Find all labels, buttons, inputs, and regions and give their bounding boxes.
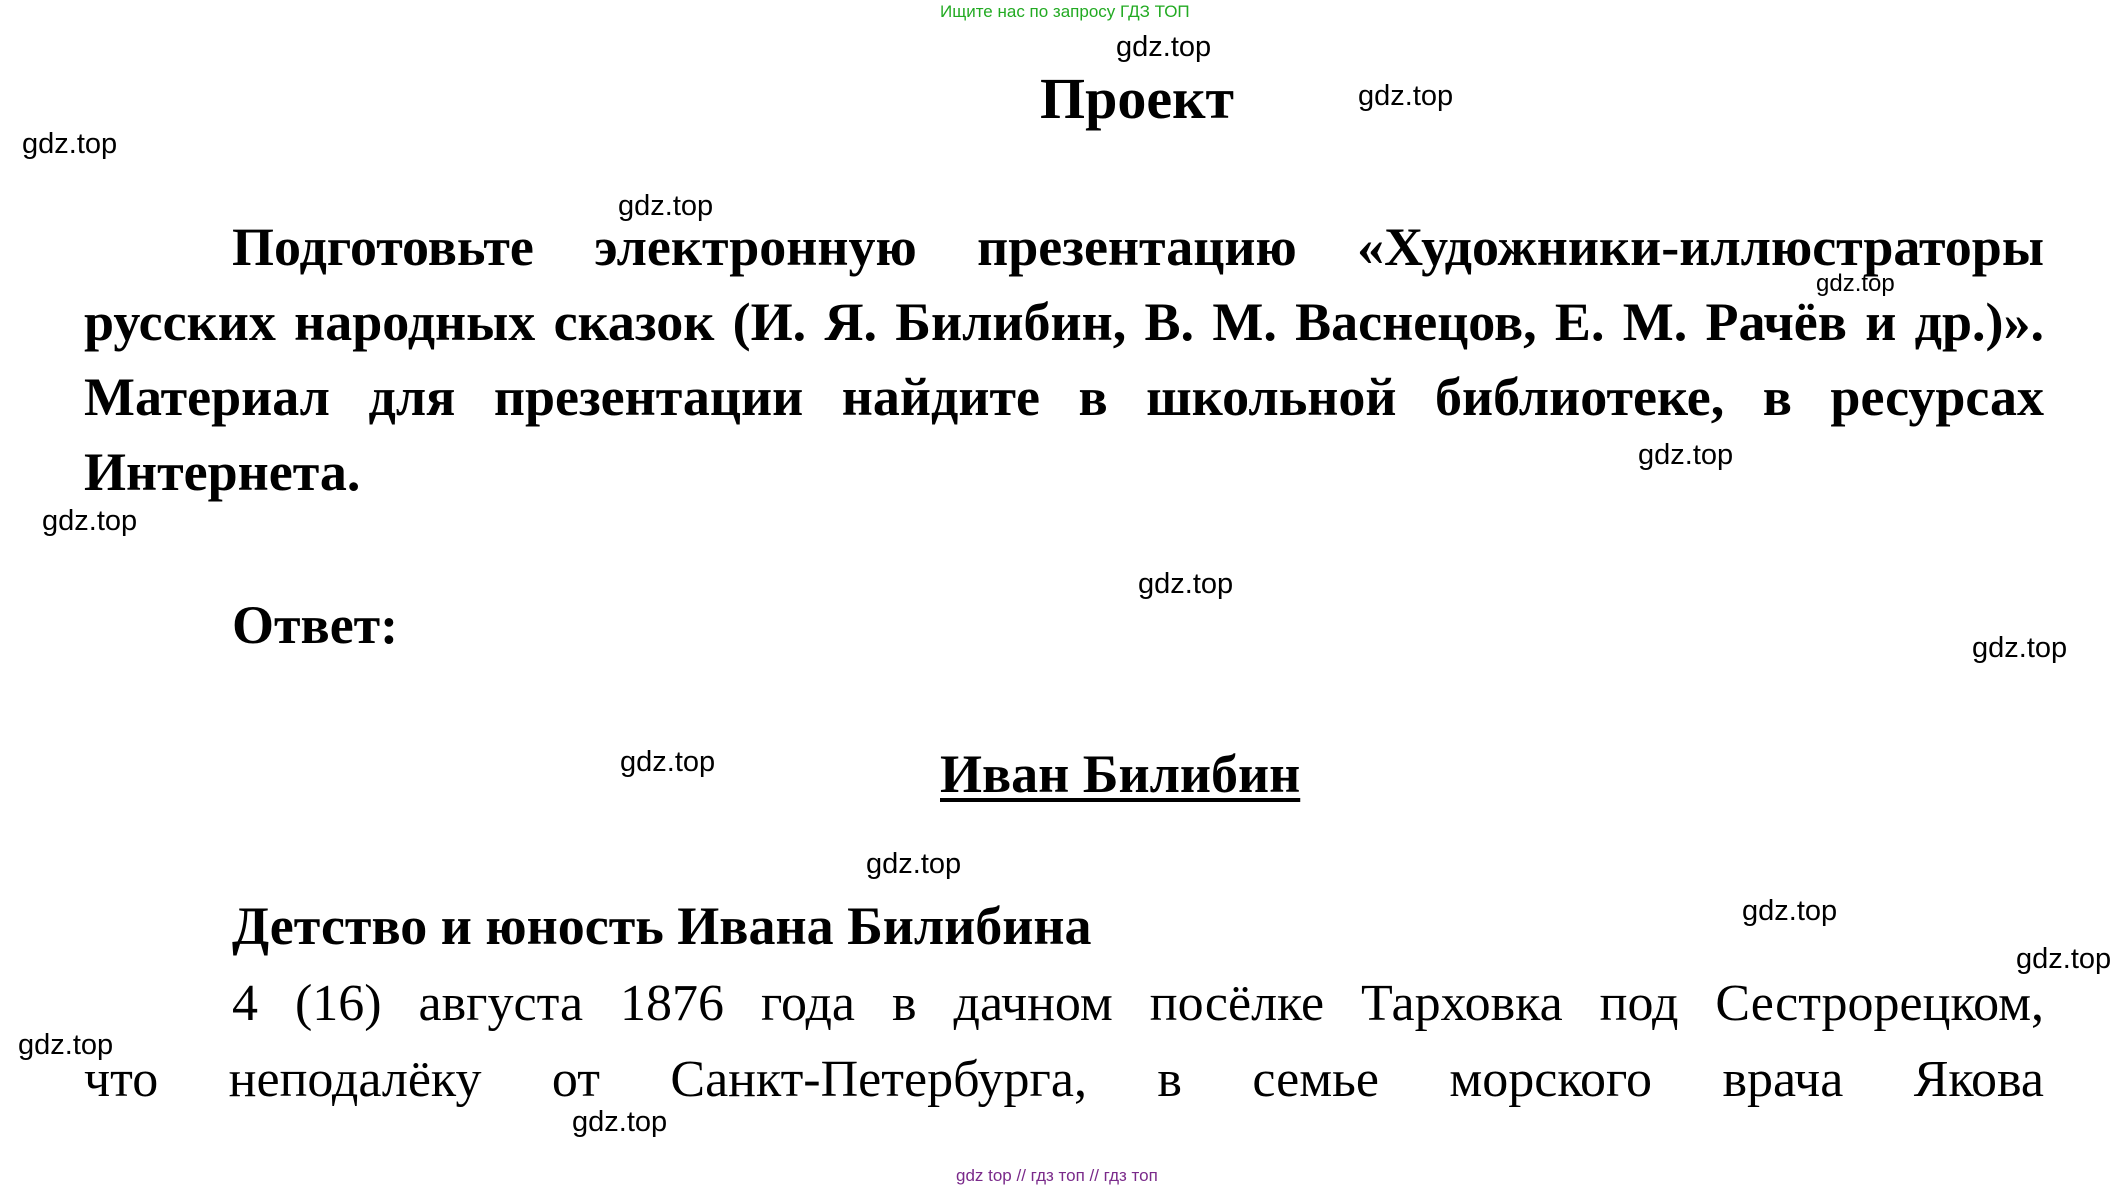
task-text: Подготовьте электронную презентацию «Художники-иллюстраторы русских народных сказок (И. Я. Билибин, В. М. Васнецов, Е. М. Рачёв и др.)». Материал для презентации найдите в школьной библиотеке, в ресурсах Интернета. [84, 217, 2044, 502]
answer-label: Ответ: [232, 595, 399, 655]
watermark: gdz.top [620, 746, 716, 778]
watermark: gdz.top [1358, 80, 1454, 112]
watermark: gdz.top [18, 1029, 114, 1061]
watermark: gdz.top [1742, 895, 1838, 927]
watermark: gdz.top [866, 848, 962, 880]
body-line-2: что неподалёку от Санкт-Петербурга, в семье морского врача Якова [84, 1051, 2044, 1108]
watermark: gdz.top [22, 128, 118, 160]
watermark: gdz.top [1816, 270, 1895, 297]
task-paragraph [84, 210, 2044, 510]
watermark: gdz.top [2016, 943, 2112, 975]
watermark: gdz.top [618, 190, 714, 222]
watermark: gdz.top [1638, 439, 1734, 471]
page-title: Проект [1040, 66, 1235, 131]
section-title: Иван Билибин [940, 744, 1301, 804]
watermark: gdz.top [1116, 31, 1212, 63]
watermark: gdz.top [1138, 568, 1234, 600]
watermark: gdz.top [1972, 632, 2068, 664]
subheading: Детство и юность Ивана Билибина [232, 896, 1092, 956]
footer-banner: gdz top // гдз топ // гдз топ [956, 1166, 1158, 1185]
watermark: gdz.top [42, 505, 138, 537]
body-paragraph [84, 966, 2044, 1118]
top-banner: Ищите нас по запросу ГДЗ ТОП [940, 2, 1190, 21]
body-line-1: 4 (16) августа 1876 года в дачном посёлке Тарховка под Сестрорецком, [232, 975, 2044, 1032]
watermark: gdz.top [572, 1106, 668, 1138]
